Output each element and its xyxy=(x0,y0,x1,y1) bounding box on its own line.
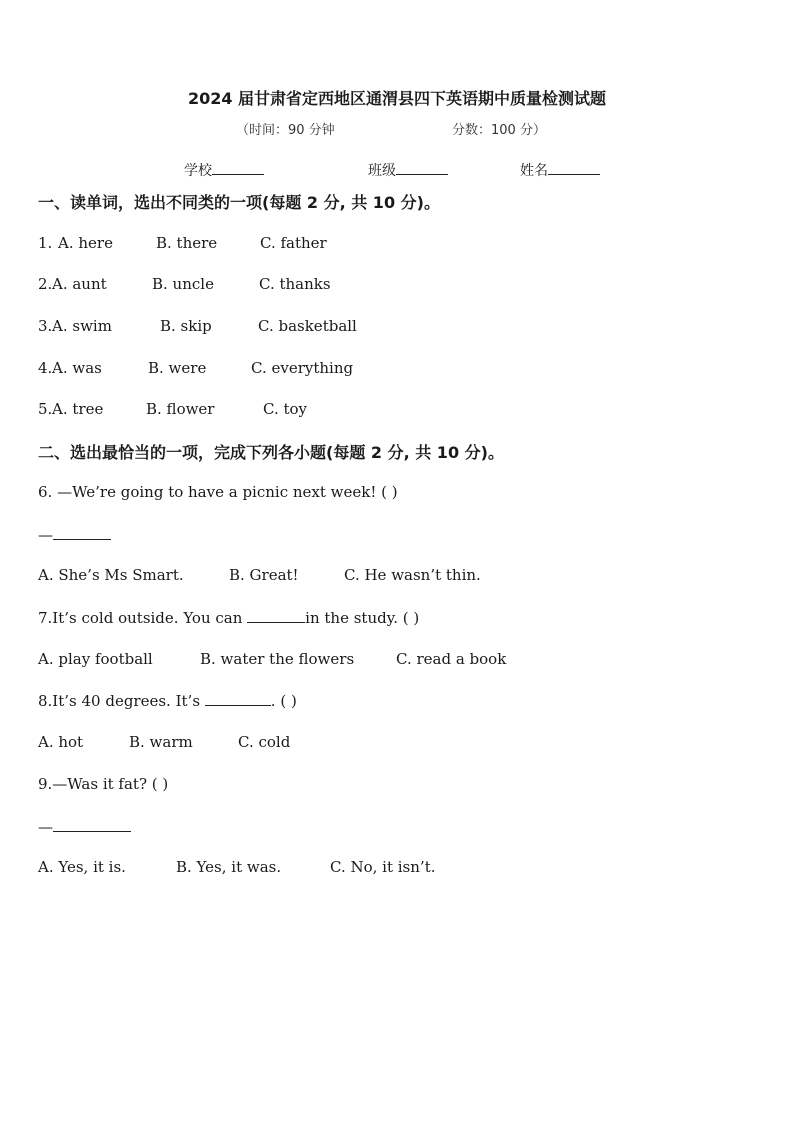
stem-end: . ( ) xyxy=(270,692,297,710)
class-blank[interactable] xyxy=(396,160,448,175)
option-b: B. Yes, it was. xyxy=(176,858,282,876)
school-blank[interactable] xyxy=(212,160,264,175)
option-b: B. skip xyxy=(160,317,212,335)
option-b: B. Great! xyxy=(229,566,299,584)
answer-blank[interactable] xyxy=(205,691,271,706)
option-b: B. uncle xyxy=(152,275,214,293)
answer-blank[interactable] xyxy=(53,817,131,832)
stem-start: 7.It’s cold outside. You can xyxy=(38,609,248,627)
stem-start: 8.It’s 40 degrees. It’s xyxy=(38,692,205,710)
time-limit: （时间：90 分钟 xyxy=(236,123,335,138)
reply-line xyxy=(38,817,131,836)
option-a: A. play football xyxy=(38,650,153,668)
reply-dash: — xyxy=(38,526,53,544)
option-c: C. toy xyxy=(263,400,308,418)
option-c: C. basketball xyxy=(258,317,357,335)
option-c: C. everything xyxy=(251,359,354,377)
school-label: 学校 xyxy=(184,163,212,179)
question-number: 3. xyxy=(38,317,53,335)
option-b: B. warm xyxy=(129,733,193,751)
question-number: 5. xyxy=(38,400,53,418)
option-a: A. swim xyxy=(52,317,112,335)
question-stem xyxy=(38,608,419,627)
question-stem: 9.—Was it fat? ( ) xyxy=(38,775,169,793)
option-a: A. here xyxy=(58,234,113,252)
class-field xyxy=(368,160,448,180)
school-field xyxy=(184,160,264,180)
question-number: 4. xyxy=(38,359,53,377)
option-c: C. thanks xyxy=(259,275,331,293)
section-2-heading: 二、选出最恰当的一项，完成下列各小题(每题 2 分, 共 10 分)。 xyxy=(38,443,504,462)
option-b: B. there xyxy=(156,234,218,252)
name-blank[interactable] xyxy=(548,160,600,175)
option-a: A. aunt xyxy=(52,275,107,293)
option-c: C. He wasn’t thin. xyxy=(344,566,481,584)
answer-blank[interactable] xyxy=(247,608,305,623)
class-label: 班级 xyxy=(368,163,396,179)
reply-dash: — xyxy=(38,818,53,836)
answer-blank[interactable] xyxy=(53,525,111,540)
option-a: A. tree xyxy=(52,400,104,418)
question-stem xyxy=(38,691,297,710)
option-a: A. She’s Ms Smart. xyxy=(38,566,184,584)
option-b: B. water the flowers xyxy=(200,650,355,668)
question-number: 2. xyxy=(38,275,53,293)
option-b: B. flower xyxy=(146,400,215,418)
option-a: A. hot xyxy=(38,733,84,751)
option-c: C. No, it isn’t. xyxy=(330,858,436,876)
reply-line xyxy=(38,525,111,544)
name-field xyxy=(520,160,600,180)
option-c: C. read a book xyxy=(396,650,507,668)
page-title: 2024 届甘肃省定西地区通渭县四下英语期中质量检测试题 xyxy=(187,89,607,108)
stem-end: in the study. ( ) xyxy=(305,609,420,627)
total-score: 分数：100 分） xyxy=(452,123,546,138)
option-c: C. cold xyxy=(238,733,291,751)
name-label: 姓名 xyxy=(520,163,548,179)
section-1-heading: 一、读单词，选出不同类的一项(每题 2 分, 共 10 分)。 xyxy=(38,193,440,212)
option-a: A. Yes, it is. xyxy=(38,858,126,876)
option-b: B. were xyxy=(148,359,207,377)
option-c: C. father xyxy=(260,234,327,252)
option-a: A. was xyxy=(52,359,102,377)
question-number: 1. xyxy=(38,234,53,252)
question-stem: 6. —We’re going to have a picnic next week! ( ) xyxy=(38,483,398,501)
